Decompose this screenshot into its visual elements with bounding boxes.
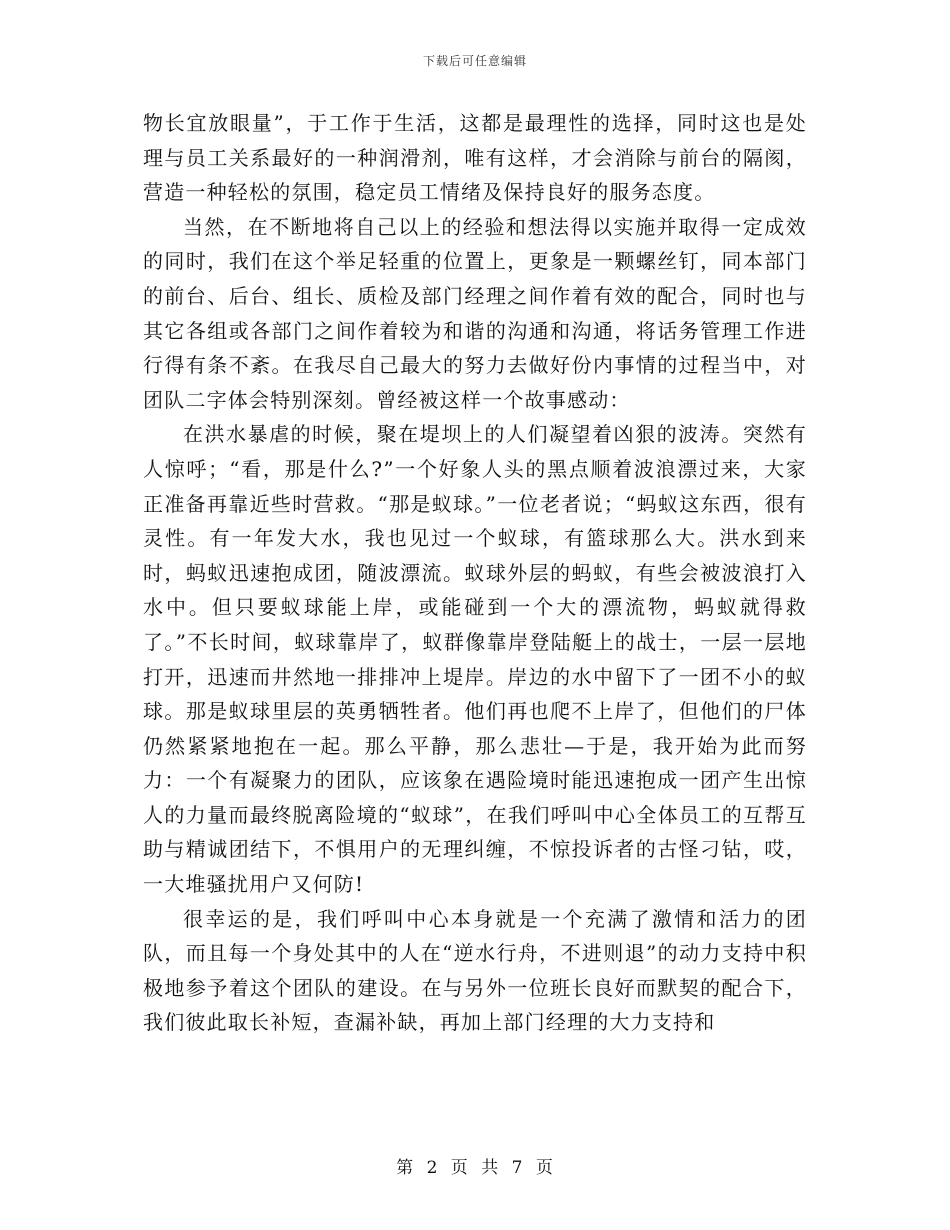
body-text [143, 106, 807, 1040]
header-note: 下载后可任意编辑 [422, 54, 527, 68]
footer-total-pages: 7 [511, 1158, 524, 1178]
footer-current-page: 2 [426, 1158, 439, 1178]
paragraph-3: 在洪水暴虐的时候，聚在堤坝上的人们凝望着凶狠的波涛。突然有人惊呼；“看，那是什么?”一个好象人头的黑点顺着波浪漂过来，大家正准备再靠近些时营救。“那是蚁球。”一位老者说；“蚂蚁这东西，很有灵性。有一年发大水，我也见过一个蚁球，有篮球那么大。洪水到来时，蚂蚁迅速抱成团，随波漂流。蚁球外层的蚂蚁，有些会被波浪打入水中。但只要蚁球能上岸，或能碰到一个大的漂流物，蚂蚁就得救了。”不长时间，蚁球靠岸了，蚁群像靠岸登陆艇上的战士，一层一层地打开，迅速而井然地一排排冲上堤岸。岸边的水中留下了一团不小的蚁球。那是蚁球里层的英勇牺牲者。他们再也爬不上岸了，但他们的尸体仍然紧紧地抱在一起。那么平静，那么悲壮—于是，我开始为此而努力：一个有凝聚力的团队，应该象在遇险境时能迅速抱成一团产生出惊人的力量而最终脱离险境的“蚁球”，在我们呼叫中心全体员工的互帮互助与精诚团结下，不惧用户的无理纠缠，不惊投诉者的古怪刁钻，哎，一大堆骚扰用户又何防! [143, 422, 807, 897]
paragraph-2: 当然，在不断地将自己以上的经验和想法得以实施并取得一定成效的同时，我们在这个举足轻重的位置上，更象是一颗螺丝钉，同本部门的前台、后台、组长、质检及部门经理之间作着有效的配合，同时也与其它各组或各部门之间作着较为和谐的沟通和沟通，将话务管理工作进行得有条不紊。在我尽自己最大的努力去做好份内事情的过程当中，对团队二字体会特别深刻。曾经被这样一个故事感动： [143, 214, 807, 412]
paragraph-4: 很幸运的是，我们呼叫中心本身就是一个充满了激情和活力的团队，而且每一个身处其中的人在“逆水行舟，不进则退”的动力支持中积极地参予着这个团队的建设。在与另外一位班长良好而默契的配合下，我们彼此取长补短，查漏补缺，再加上部门经理的大力支持和 [143, 906, 807, 1035]
footer-page-word: 页 [450, 1158, 469, 1178]
paragraph-1: 物长宜放眼量”，于工作于生活，这都是最理性的选择，同时这也是处理与员工关系最好的一种润滑剂，唯有这样，才会消除与前台的隔阂，营造一种轻松的氛围，稳定员工情绪及保持良好的服务态度。 [143, 111, 807, 205]
footer-total-word: 共 [481, 1158, 500, 1178]
footer-prefix: 第 [396, 1158, 415, 1178]
footer-suffix: 页 [535, 1158, 554, 1178]
page-footer [0, 1153, 950, 1178]
